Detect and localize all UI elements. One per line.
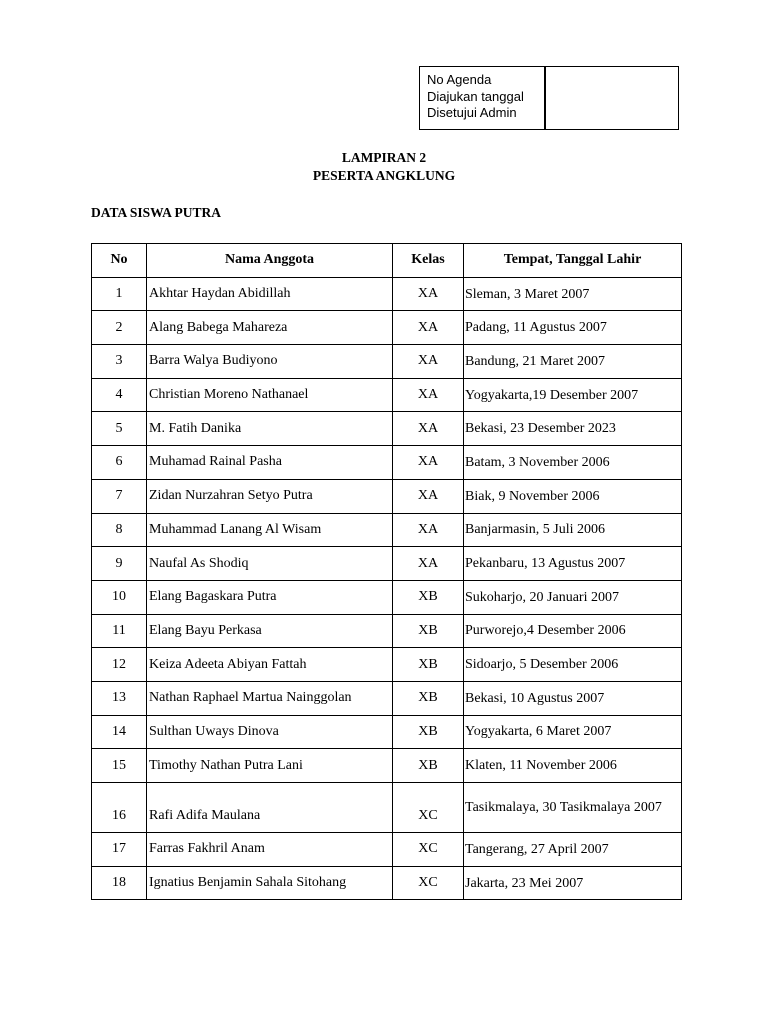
table-row bbox=[92, 547, 682, 581]
cell-kelas: XB bbox=[393, 614, 464, 648]
cell-nama-anggota: Rafi Adifa Maulana bbox=[147, 783, 393, 833]
cell-no: 6 bbox=[92, 446, 147, 480]
cell-tempat-tanggal-lahir: Sidoarjo, 5 Desember 2006 bbox=[464, 648, 682, 682]
cell-nama-anggota: Keiza Adeeta Abiyan Fattah bbox=[147, 648, 393, 682]
cell-tempat-tanggal-lahir: Sukoharjo, 20 Januari 2007 bbox=[464, 580, 682, 614]
table-row bbox=[92, 833, 682, 867]
cell-no: 17 bbox=[92, 833, 147, 867]
cell-tempat-tanggal-lahir: Purworejo,4 Desember 2006 bbox=[464, 614, 682, 648]
table-row bbox=[92, 446, 682, 480]
table-row bbox=[92, 345, 682, 379]
cell-no: 12 bbox=[92, 648, 147, 682]
cell-nama-anggota: Barra Walya Budiyono bbox=[147, 345, 393, 379]
cell-kelas: XA bbox=[393, 311, 464, 345]
header-nama-anggota: Nama Anggota bbox=[147, 244, 393, 278]
cell-tempat-tanggal-lahir: Bandung, 21 Maret 2007 bbox=[464, 345, 682, 379]
cell-tempat-tanggal-lahir: Biak, 9 November 2006 bbox=[464, 479, 682, 513]
cell-no: 18 bbox=[92, 866, 147, 900]
table-row bbox=[92, 513, 682, 547]
table-row bbox=[92, 783, 682, 833]
cell-nama-anggota: Sulthan Uways Dinova bbox=[147, 715, 393, 749]
table-row bbox=[92, 749, 682, 783]
agenda-label-disetujui-admin: Disetujui Admin bbox=[427, 105, 517, 120]
cell-no: 7 bbox=[92, 479, 147, 513]
cell-no: 2 bbox=[92, 311, 147, 345]
cell-tempat-tanggal-lahir: Yogyakarta,19 Desember 2007 bbox=[464, 378, 682, 412]
cell-tempat-tanggal-lahir: Banjarmasin, 5 Juli 2006 bbox=[464, 513, 682, 547]
cell-kelas: XC bbox=[393, 783, 464, 833]
table-row bbox=[92, 479, 682, 513]
cell-kelas: XA bbox=[393, 547, 464, 581]
header-no: No bbox=[92, 244, 147, 278]
cell-kelas: XC bbox=[393, 866, 464, 900]
cell-nama-anggota: Timothy Nathan Putra Lani bbox=[147, 749, 393, 783]
cell-nama-anggota: Akhtar Haydan Abidillah bbox=[147, 277, 393, 311]
cell-nama-anggota: Muhammad Lanang Al Wisam bbox=[147, 513, 393, 547]
cell-tempat-tanggal-lahir: Bekasi, 23 Desember 2023 bbox=[464, 412, 682, 446]
cell-nama-anggota: Muhamad Rainal Pasha bbox=[147, 446, 393, 480]
cell-no: 11 bbox=[92, 614, 147, 648]
cell-no: 1 bbox=[92, 277, 147, 311]
cell-tempat-tanggal-lahir: Sleman, 3 Maret 2007 bbox=[464, 277, 682, 311]
cell-kelas: XA bbox=[393, 277, 464, 311]
header-tempat-tanggal-lahir: Tempat, Tanggal Lahir bbox=[464, 244, 682, 278]
heading-lampiran: LAMPIRAN 2 bbox=[341, 150, 427, 165]
cell-kelas: XA bbox=[393, 446, 464, 480]
cell-tempat-tanggal-lahir: Tasikmalaya, 30 Tasikmalaya 2007 bbox=[464, 783, 682, 833]
members-table-body bbox=[92, 277, 682, 900]
cell-tempat-tanggal-lahir: Bekasi, 10 Agustus 2007 bbox=[464, 681, 682, 715]
cell-no: 9 bbox=[92, 547, 147, 581]
cell-kelas: XA bbox=[393, 412, 464, 446]
cell-kelas: XB bbox=[393, 681, 464, 715]
cell-nama-anggota: Zidan Nurzahran Setyo Putra bbox=[147, 479, 393, 513]
cell-nama-anggota: Alang Babega Mahareza bbox=[147, 311, 393, 345]
agenda-label-diajukan-tanggal: Diajukan tanggal bbox=[427, 88, 524, 104]
cell-kelas: XA bbox=[393, 378, 464, 412]
table-row bbox=[92, 412, 682, 446]
cell-no: 15 bbox=[92, 749, 147, 783]
cell-no: 3 bbox=[92, 345, 147, 379]
cell-tempat-tanggal-lahir: Batam, 3 November 2006 bbox=[464, 446, 682, 480]
cell-nama-anggota: Ignatius Benjamin Sahala Sitohang bbox=[147, 866, 393, 900]
section-title: DATA SISWA PUTRA bbox=[91, 205, 222, 220]
cell-nama-anggota: M. Fatih Danika bbox=[147, 412, 393, 446]
table-row bbox=[92, 580, 682, 614]
cell-tempat-tanggal-lahir: Jakarta, 23 Mei 2007 bbox=[464, 866, 682, 900]
cell-no: 4 bbox=[92, 378, 147, 412]
cell-kelas: XC bbox=[393, 833, 464, 867]
members-table bbox=[91, 243, 682, 900]
cell-kelas: XA bbox=[393, 513, 464, 547]
cell-kelas: XB bbox=[393, 715, 464, 749]
cell-kelas: XA bbox=[393, 345, 464, 379]
table-row bbox=[92, 715, 682, 749]
cell-no: 5 bbox=[92, 412, 147, 446]
table-row bbox=[92, 614, 682, 648]
cell-nama-anggota: Christian Moreno Nathanael bbox=[147, 378, 393, 412]
cell-kelas: XB bbox=[393, 648, 464, 682]
cell-nama-anggota: Naufal As Shodiq bbox=[147, 547, 393, 581]
table-row bbox=[92, 378, 682, 412]
cell-tempat-tanggal-lahir: Klaten, 11 November 2006 bbox=[464, 749, 682, 783]
cell-no: 16 bbox=[92, 783, 147, 833]
cell-tempat-tanggal-lahir: Pekanbaru, 13 Agustus 2007 bbox=[464, 547, 682, 581]
table-row bbox=[92, 648, 682, 682]
cell-nama-anggota: Elang Bayu Perkasa bbox=[147, 614, 393, 648]
table-row bbox=[92, 277, 682, 311]
cell-no: 14 bbox=[92, 715, 147, 749]
table-header-row bbox=[92, 244, 682, 278]
cell-kelas: XB bbox=[393, 749, 464, 783]
table-row bbox=[92, 681, 682, 715]
agenda-labels bbox=[420, 67, 546, 129]
cell-no: 10 bbox=[92, 580, 147, 614]
cell-nama-anggota: Elang Bagaskara Putra bbox=[147, 580, 393, 614]
agenda-approval-box bbox=[419, 66, 679, 130]
agenda-label-no-agenda: No Agenda bbox=[427, 72, 492, 87]
heading-peserta-angklung: PESERTA ANGKLUNG bbox=[312, 168, 456, 183]
cell-no: 8 bbox=[92, 513, 147, 547]
cell-nama-anggota: Farras Fakhril Anam bbox=[147, 833, 393, 867]
cell-kelas: XB bbox=[393, 580, 464, 614]
cell-kelas: XA bbox=[393, 479, 464, 513]
agenda-value-cell bbox=[546, 67, 678, 129]
table-row bbox=[92, 311, 682, 345]
cell-tempat-tanggal-lahir: Tangerang, 27 April 2007 bbox=[464, 833, 682, 867]
cell-no: 13 bbox=[92, 681, 147, 715]
header-kelas: Kelas bbox=[393, 244, 464, 278]
table-row bbox=[92, 866, 682, 900]
cell-nama-anggota: Nathan Raphael Martua Nainggolan bbox=[147, 681, 393, 715]
cell-tempat-tanggal-lahir: Padang, 11 Agustus 2007 bbox=[464, 311, 682, 345]
cell-tempat-tanggal-lahir: Yogyakarta, 6 Maret 2007 bbox=[464, 715, 682, 749]
